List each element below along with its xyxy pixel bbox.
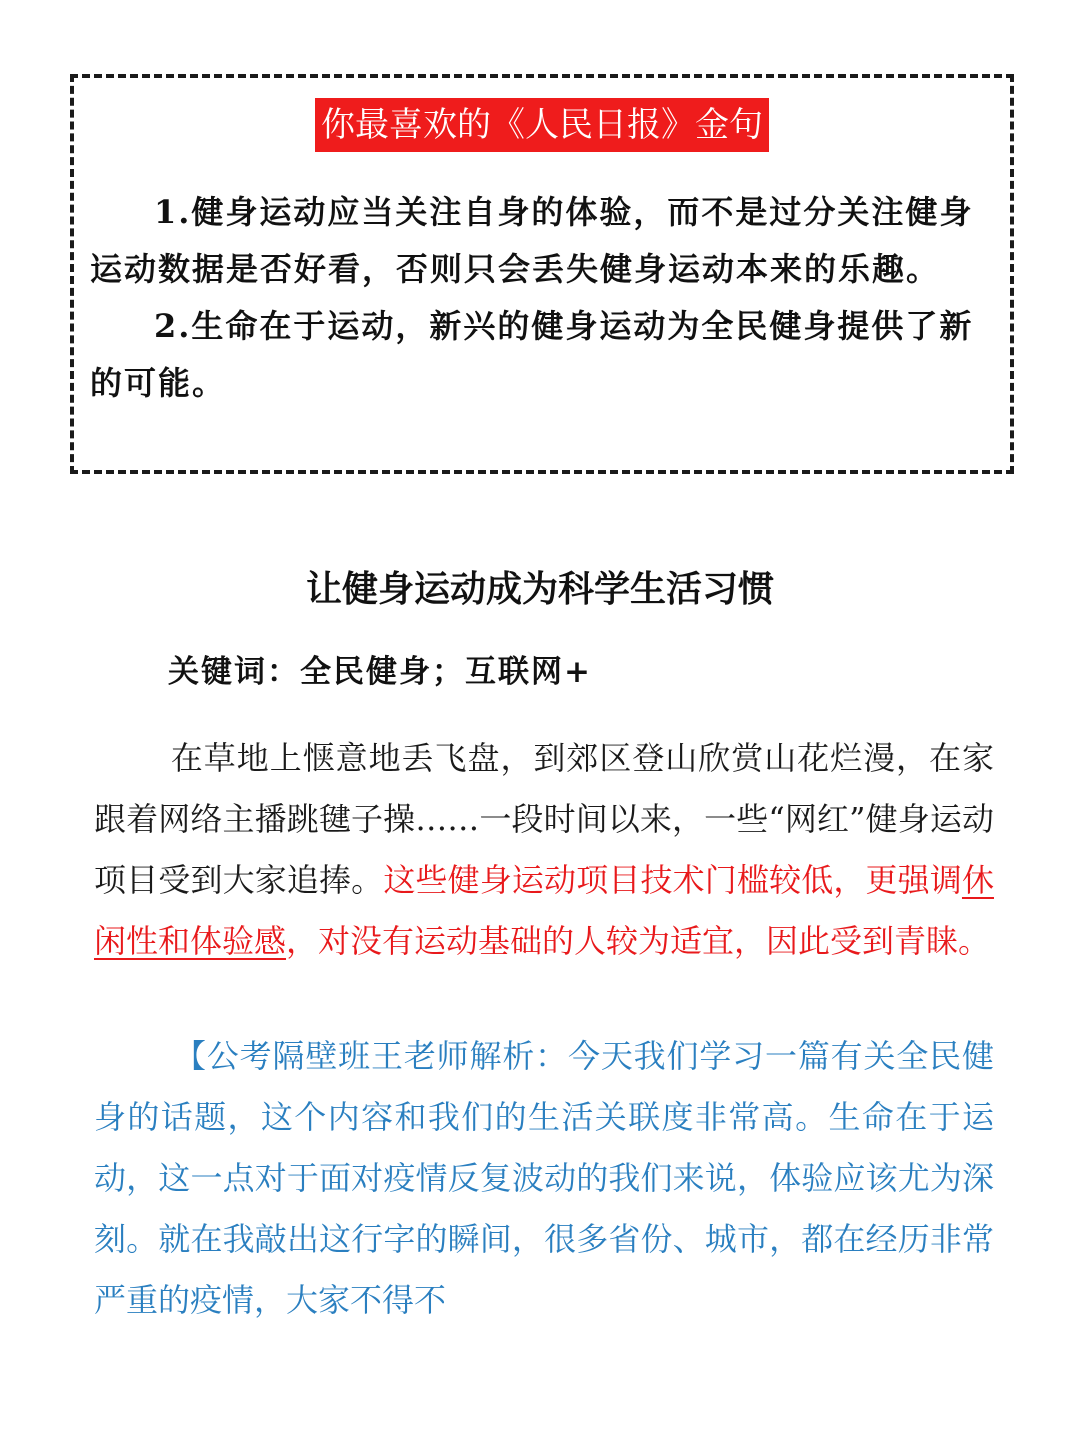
article-paragraph-1	[94, 728, 994, 972]
quote-list	[90, 184, 1002, 412]
analysis-paragraph	[94, 1026, 994, 1331]
analysis-text: 【公考隔壁班王老师解析：今天我们学习一篇有关全民健身的话题，这个内容和我们的生活关联度非常高。生命在于运动，这一点对于面对疫情反复波动的我们来说，体验应该尤为深刻。就在我敲出这行字的瞬间，很多省份、城市，都在经历非常严重的疫情，大家不得不	[94, 1037, 994, 1319]
paragraph-1-plain-text: 在草地上惬意地丢飞盘，到郊区登山欣赏山花烂漫，在家跟着网络主播跳毽子操……一段时间以来，一些“网红”健身运动项目受到大家追捧。	[94, 739, 994, 899]
keywords-line: 关键词：全民健身；互联网+	[168, 654, 592, 690]
red-text-after: ，对没有运动基础的人较为适宜，因此受到青睐。	[286, 922, 991, 960]
quote-item-1: 1.健身运动应当关注自身的体验，而不是过分关注健身运动数据是否好看，否则只会丢失健身运动本来的乐趣。	[90, 193, 974, 288]
red-text-before: 这些健身运动项目技术门槛较低，更强调	[383, 861, 962, 899]
article-title: 让健身运动成为科学生活习惯	[305, 569, 774, 610]
quote-item-2: 2.生命在于运动，新兴的健身运动为全民健身提供了新的可能。	[90, 307, 974, 402]
quote-box	[70, 74, 1014, 474]
analysis-indent	[94, 1037, 174, 1075]
quote-title: 你最喜欢的《人民日报》金句	[315, 98, 769, 152]
quote-title-wrap	[74, 98, 1010, 152]
red-underlined-text: 休闲性和体验感	[94, 861, 994, 960]
